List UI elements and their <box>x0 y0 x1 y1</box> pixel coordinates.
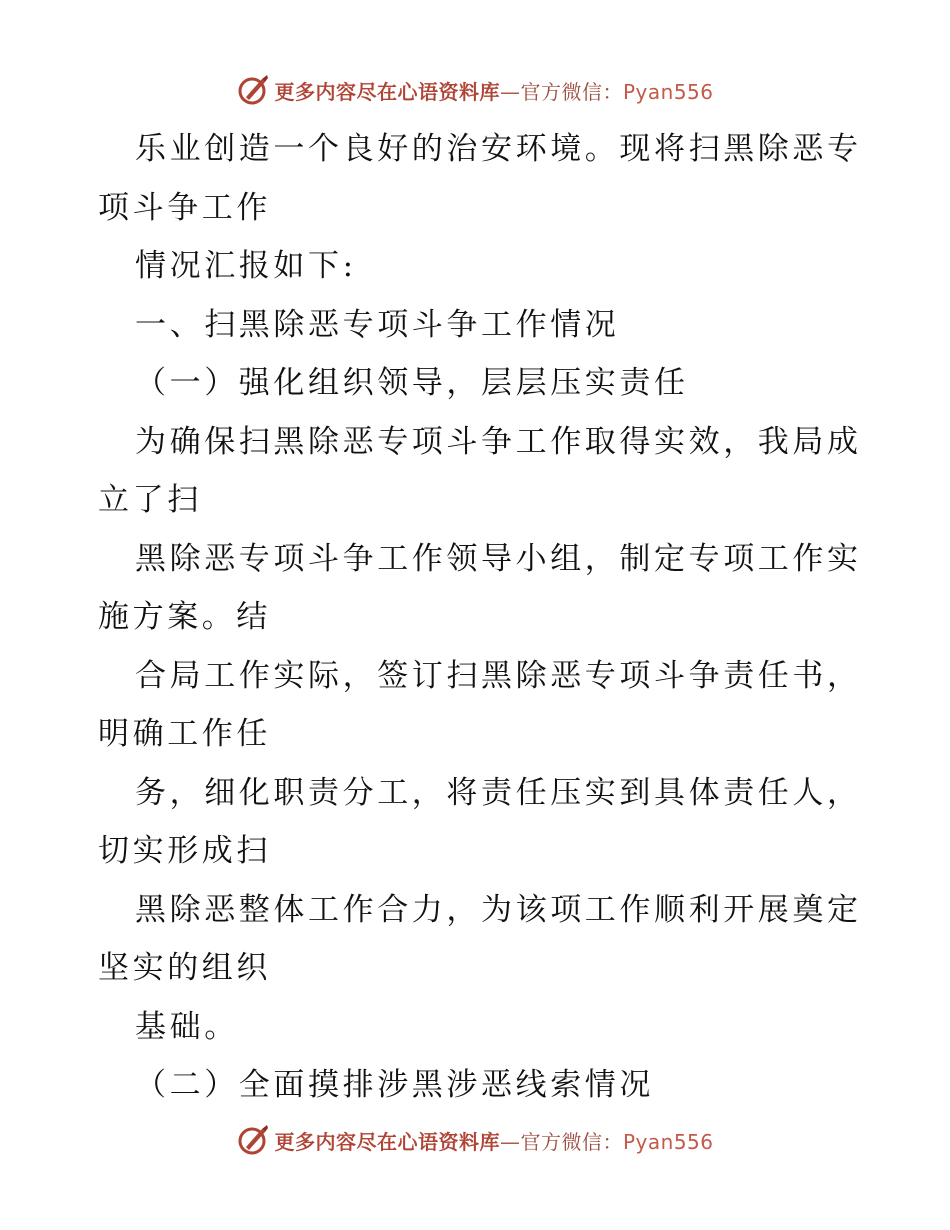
quill-pen-logo-icon <box>236 73 270 107</box>
paragraph-line: 一、扫黑除恶专项斗争工作情况 <box>135 306 620 343</box>
document-body <box>98 120 862 1115</box>
watermark-official-label: 官方微信： <box>520 79 623 104</box>
paragraph-line: 施方案。结 <box>98 599 271 635</box>
paragraph-line: 合局工作实际，签订扫黑除恶专项斗争责任书， <box>135 657 862 694</box>
paragraph-line: 切实形成扫 <box>98 833 271 869</box>
watermark-wechat-id: Pyan556 <box>622 79 714 104</box>
watermark-text <box>274 1126 713 1155</box>
watermark-brand: 更多内容尽在心语资料库 <box>274 1129 500 1154</box>
watermark-official-label: 官方微信： <box>520 1129 623 1154</box>
paragraph-line: 项斗争工作 <box>98 189 271 226</box>
watermark-dash: — <box>499 1129 521 1154</box>
watermark-text <box>274 76 713 105</box>
paragraph-line: 为确保扫黑除恶专项斗争工作取得实效，我局成 <box>135 423 862 460</box>
paragraph-line: 黑除恶专项斗争工作领导小组，制定专项工作实 <box>135 540 862 577</box>
watermark-wechat-id: Pyan556 <box>622 1129 714 1154</box>
paragraph-line: 基础。 <box>135 1008 239 1045</box>
paragraph-line: 情况汇报如下: <box>135 248 357 284</box>
footer-watermark <box>0 1120 950 1160</box>
paragraph-line: 明确工作任 <box>98 716 271 752</box>
paragraph-line: 立了扫 <box>98 482 202 518</box>
paragraph-line: 坚实的组织 <box>98 950 271 986</box>
quill-pen-logo-icon <box>236 1123 270 1157</box>
paragraph-line: （一）强化组织领导，层层压实责任 <box>135 365 689 401</box>
paragraph-line: 黑除恶整体工作合力，为该项工作顺利开展奠定 <box>135 891 862 928</box>
watermark-brand: 更多内容尽在心语资料库 <box>274 79 500 104</box>
watermark-dash: — <box>499 79 521 104</box>
paragraph-line: 乐业创造一个良好的治安环境。现将扫黑除恶专 <box>135 131 862 167</box>
header-watermark <box>0 70 950 110</box>
paragraph-line: （二）全面摸排涉黑涉恶线索情况 <box>135 1067 654 1103</box>
paragraph-line: 务，细化职责分工，将责任压实到具体责任人， <box>135 774 862 811</box>
